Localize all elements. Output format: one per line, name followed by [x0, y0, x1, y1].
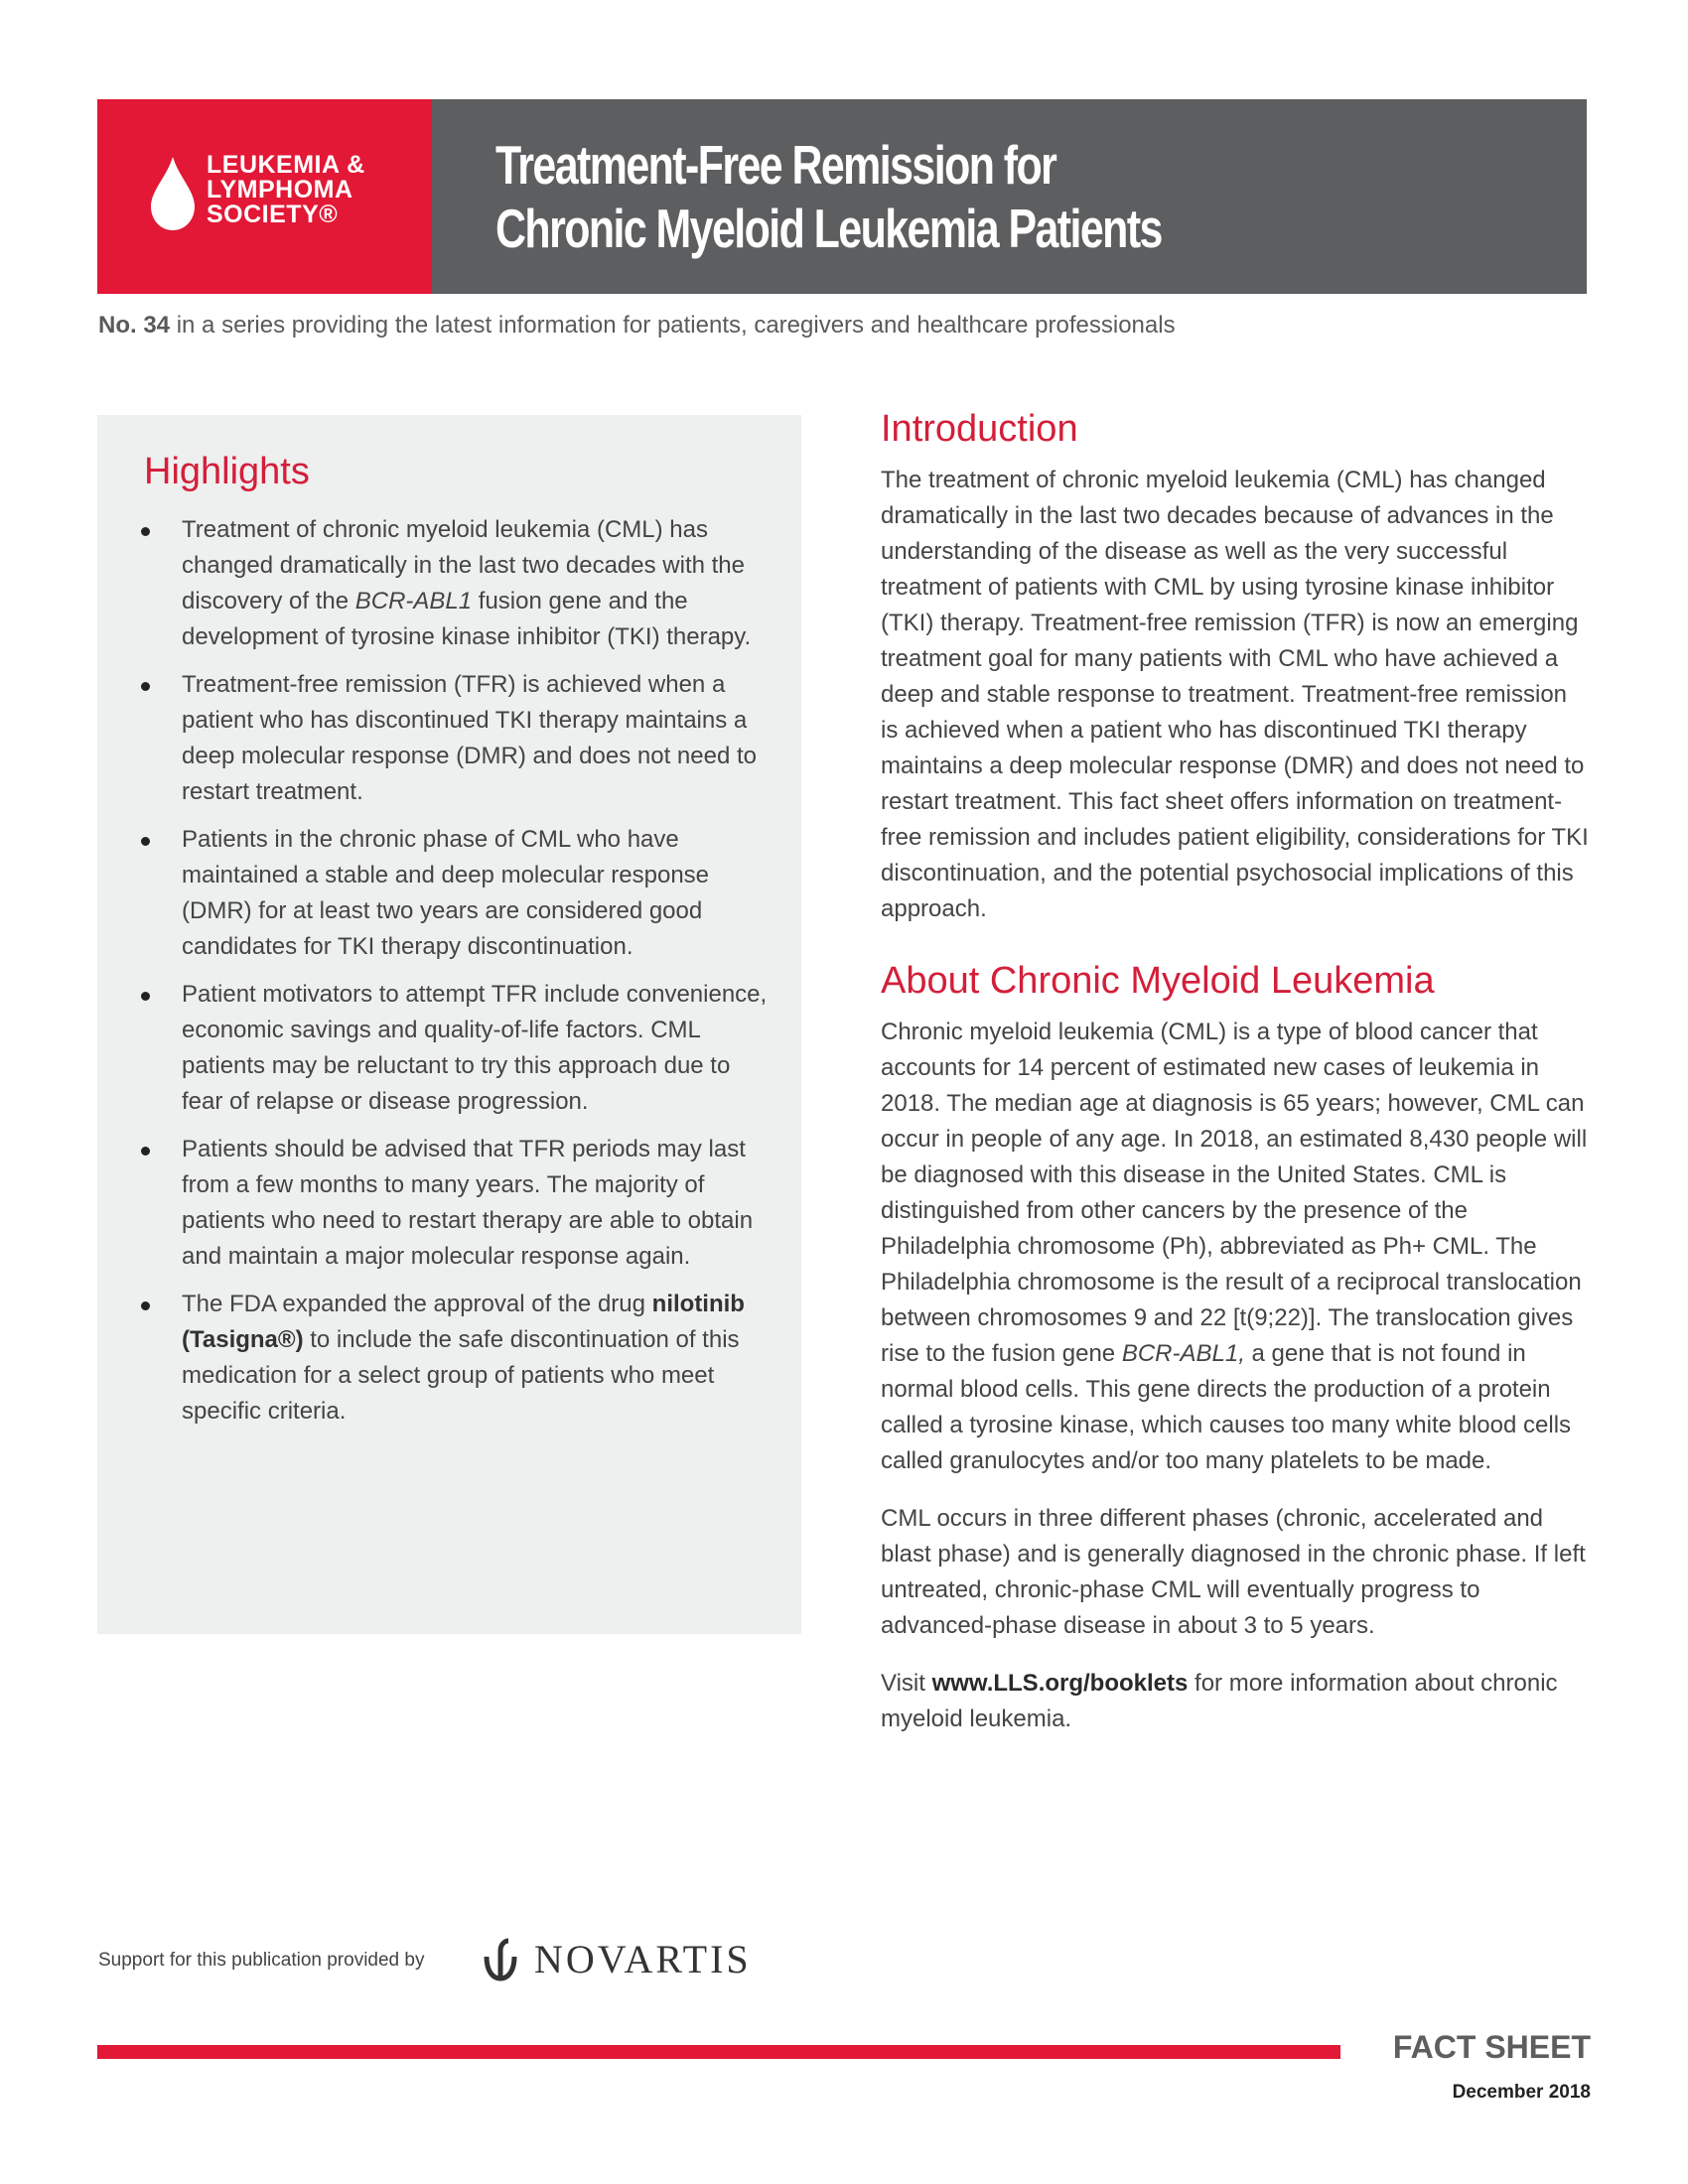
title-panel [432, 99, 1587, 294]
page-title: Treatment-Free Remission for Chronic Myeloid Leukemia Patients [495, 134, 1162, 259]
support-credit: Support for this publication provided by [98, 1950, 425, 1971]
header-banner [97, 99, 1587, 294]
blood-drop-icon [147, 155, 199, 232]
list-item: Treatment of chronic myeloid leukemia (CML) has changed dramatically in the last two decades with the discovery of the BCR-ABL1 fusion gene and the development of tyrosine kinase inhibitor (TKI) therapy. [137, 512, 773, 655]
highlights-list [137, 512, 773, 1441]
list-item: Patients should be advised that TFR periods may last from a few months to many years. The majority of patients who need to restart therapy are able to obtain and maintain a major molecular response again. [137, 1132, 773, 1275]
series-info: No. 34 in a series providing the latest information for patients, caregivers and healthcare professionals [98, 312, 1176, 339]
about-paragraph-3: Visit www.LLS.org/booklets for more information about chronic myeloid leukemia. [881, 1670, 1558, 1732]
fact-sheet-label: FACT SHEET [1392, 2029, 1591, 2065]
about-paragraph-2: CML occurs in three different phases (chronic, accelerated and blast phase) and is generally diagnosed in the chronic phase. If left untreated, chronic-phase CML will eventually progress to advanced-phase disease in about 3 to 5 years. [881, 1505, 1586, 1639]
introduction-heading: Introduction [881, 408, 1078, 450]
highlights-panel [97, 415, 801, 1634]
list-item: Patients in the chronic phase of CML who have maintained a stable and deep molecular response (DMR) for at least two years are considered good candidates for TKI therapy discontinuation. [137, 822, 773, 965]
lls-logo [97, 99, 432, 294]
footer-divider [97, 2045, 1340, 2059]
about-cml-heading: About Chronic Myeloid Leukemia [881, 960, 1435, 1002]
about-paragraph-1: Chronic myeloid leukemia (CML) is a type of blood cancer that accounts for 14 percent of estimated new cases of leukemia in 2018. The median age at diagnosis is 65 years; however, CML can occur in people of any age. In 2018, an estimated 8,430 people will be diagnosed with this disease in the United States. CML is distinguished from other cancers by the presence of the Philadelphia chromosome (Ph), abbreviated as Ph+ CML. The Philadelphia chromosome is the result of a reciprocal translocation between chromosomes 9 and 22 [t(9;22)]. The translocation gives rise to the fusion gene BCR-ABL1, a gene that is not found in normal blood cells. This gene directs the production of a protein called a tyrosine kinase, which causes too many white blood cells called granulocytes and/or too many platelets to be made. [881, 1019, 1588, 1474]
logo-wordmark: LEUKEMIA & LYMPHOMA SOCIETY® [207, 151, 365, 228]
list-item: The FDA expanded the approval of the drug nilotinib (Tasigna®) to include the safe discontinuation of this medication for a select group of patients who meet specific criteria. [137, 1287, 773, 1430]
novartis-logo: NOVARTIS [479, 1936, 752, 1982]
introduction-paragraph: The treatment of chronic myeloid leukemia (CML) has changed dramatically in the last two decades because of advances in the understanding of the disease as well as the very successful treatment of patients with CML by using tyrosine kinase inhibitor (TKI) therapy. Treatment-free remission (TFR) is now an emerging treatment goal for many patients with CML who have achieved a deep and stable response to treatment. Treatment-free remission is achieved when a patient who has discontinued TKI therapy maintains a deep molecular response (DMR) and does not need to restart treatment. This fact sheet offers information on treatment-free remission and includes patient eligibility, considerations for TKI discontinuation, and the potential psychosocial implications of this approach. [881, 467, 1589, 922]
publication-date: December 2018 [1452, 2082, 1591, 2103]
main-column [881, 405, 1591, 1759]
list-item: Treatment-free remission (TFR) is achieved when a patient who has discontinued TKI therapy maintains a deep molecular response (DMR) and does not need to restart treatment. [137, 667, 773, 810]
list-item: Patient motivators to attempt TFR include convenience, economic savings and quality-of-life factors. CML patients may be reluctant to try this approach due to fear of relapse or disease progression. [137, 977, 773, 1120]
highlights-heading: Highlights [144, 451, 310, 492]
booklets-link[interactable]: www.LLS.org/booklets [931, 1670, 1189, 1697]
novartis-flame-icon [479, 1937, 522, 1982]
